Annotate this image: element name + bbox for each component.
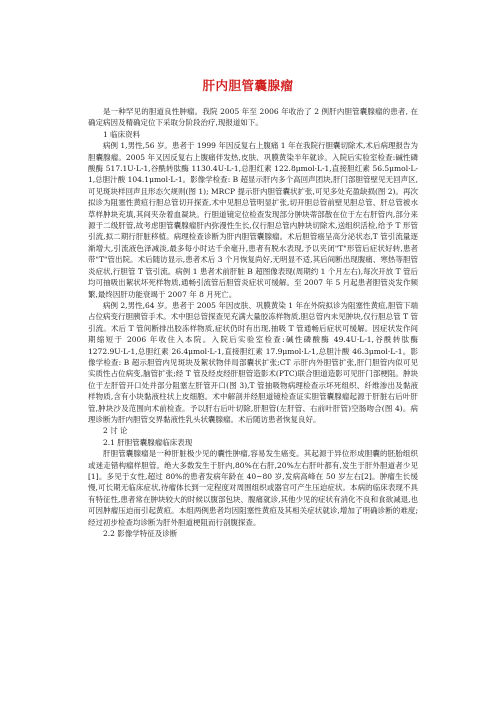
document-title: 肝内胆管囊腺瘤 [202,78,294,93]
subsection-heading: 2.1 肝胆管囊腺瘤临床表现 [103,437,193,447]
document-body [88,106,418,539]
case-2-paragraph: 病例 2,男性,64 岁。患者于 2005 年因皮肤、巩膜黄染 1 年在外院拟诊为阻塞性黄疸,胆管下端占位病变行胆胰管手术。术中胆总管探查见充满大量胶冻样物质,胆总管内未见肿块,仅行胆总管 T 管引流。术后 T 管间断排出胶冻样物质,症状仍时有出现,抽吸 T 管通畅后症状可缓解。因症状发作间期缩短于 2006 年收住入本院。入院后实验室检查:碱性磷酸酶 49.4U·L-1,谷酰转肽酶 1272.9U·L-1,总胆红素 26.4μmol·L-1,直接胆红素 17.9μmol·L-1,总胆汁酸 46.3μmol·L-1。影像学检查: B 超示胆管内见斑块及絮状物伴局部囊状扩张;CT 示肝内外胆管扩张,肝门胆管内似可见实质性占位病变,脑管扩张;经 T 管及经皮经肝胆管造影术(PTC)联合胆道造影可见肝门部梗阻。肿块位于左肝管开口处并部分阻塞左肝管开口(图 3),T 管抽吸物病理检查示坏死组织、纤维渗出及黏液样物质,含有小块黏液柱状上皮细胞。术中解剖并经胆道镜检查证实胆管囊腺瘤起源于肝脏右后叶肝管,肿块沙及范围向术前检查。予以肝右后叶切除,肝胆管(左肝管、右前叶肝管)空肠吻合(图 4)。病理诊断为肝内胆管交界黏液性乳头状囊腺瘤。术后随访患者恢复良好。 [88,300,418,424]
intro-paragraph: 是一种罕见的胆道良性肿瘤。我院 2005 年至 2006 年收治了 2 例肝内胆管囊腺瘤的患者, 在确定病因及精确定位下采取分阶段治疗,现报道如下。 [88,107,418,128]
section-heading: 2 讨 论 [103,426,128,436]
case-1-paragraph: 病例 1,男性,56 岁。患者于 1999 年因反复右上腹痛 1 年在我院行胆囊切除术,术后病理报告为胆囊腺瘤。2005 年又因反复右上腹痛伴发热,皮肤、巩膜黄染半年就诊。入院后实验室检查:碱性磷酸酶 517.1U·L-1,谷酰转肽酶 1130.4U·L-1,总胆红素 122.8μmol·L-1,直接胆红素 56.5μmol·L-1,总胆汁酸 104.1μmol·L-1。影像学检查: B 超显示肝内多个高回声团块,肝门部胆管壁见无回声区,可见斑块样回声且形态欠规则(图 1); MRCP 提示肝内胆管囊状扩张,可见多处充盈缺损(图 2)。再次拟诊为阻塞性黄疸行胆总管切开探查,术中见胆总管明显扩张,切开胆总管前壁见胆总管、肝总管被水草样肿块充填,其间夹杂着血凝块。行胆道镜定位检查发现部分肿块蒂部散在位于左右肝管内,部分来源于二级肝管,故考虑胆管囊腺瘤肝内弥漫性生长,仅行胆总管内肿块切除术,送组织活检,给予 T 形管引流,拟二期行肝脏移植。病理检查诊断为肝内胆管囊腺瘤。术后胆管癌呈高分泌状态,T 管引流量逐渐增大,引流液色泽减淡,最多每小时达千余毫升,患者有脱水表现,予以夹闭"T"形管后症状好转,患者带"T"管出院。术后随访显示,患者术后 3 个月恢复尚好,无明显不适,其后间断出现腹痛、寒热等胆管炎症状,行胆管 T 管引流。病例 1 患者术前肝脏 B 超图像表现(周期约 1 个月左右),每次开放 T 管后均可抽吸出絮状坏死样物质,通畅引流管后胆管炎症状可缓解。至 2007 年 5 月起患者胆管炎发作频繁,最终因肝功能衰竭于 2007 年 8 月死亡。 [88,141,418,299]
subsection-heading: 2.2 影像学特征及诊断 [103,529,178,539]
section-heading: 1 临床资料 [103,129,141,139]
discussion-paragraph: 肝胆管囊腺瘤是一种肝脏极少见的囊性肿瘤,容易发生癌变。其起源于异位形成胆囊的胚胎组织或迷走错构瘤样胆管。绝大多数发生于肝内,80%在右肝,20%左右肝叶都有,发生于肝外胆道者少见[1]。多见于女性,超过 80%的患者发病年龄在 40~80 岁,发病高峰在 50 岁左右[2]。肿瘤生长缓慢,可长期无临床症状,待瘤体长到一定程度对周围组织或器官可产生压迫症状。本病的临床表现不具有特征性,患者常在肿块较大的时候以腹部包块、腹痛就诊,其他少见的症状有消化不良和食欲减退,也可因肿瘤压迫而引起黄疸。本组两例患者均因阻塞性黄疸及其相关症状就诊,增加了明确诊断的难度;经过初步检查均诊断为肝外胆道梗阻而行剖腹探查。 [88,449,418,527]
